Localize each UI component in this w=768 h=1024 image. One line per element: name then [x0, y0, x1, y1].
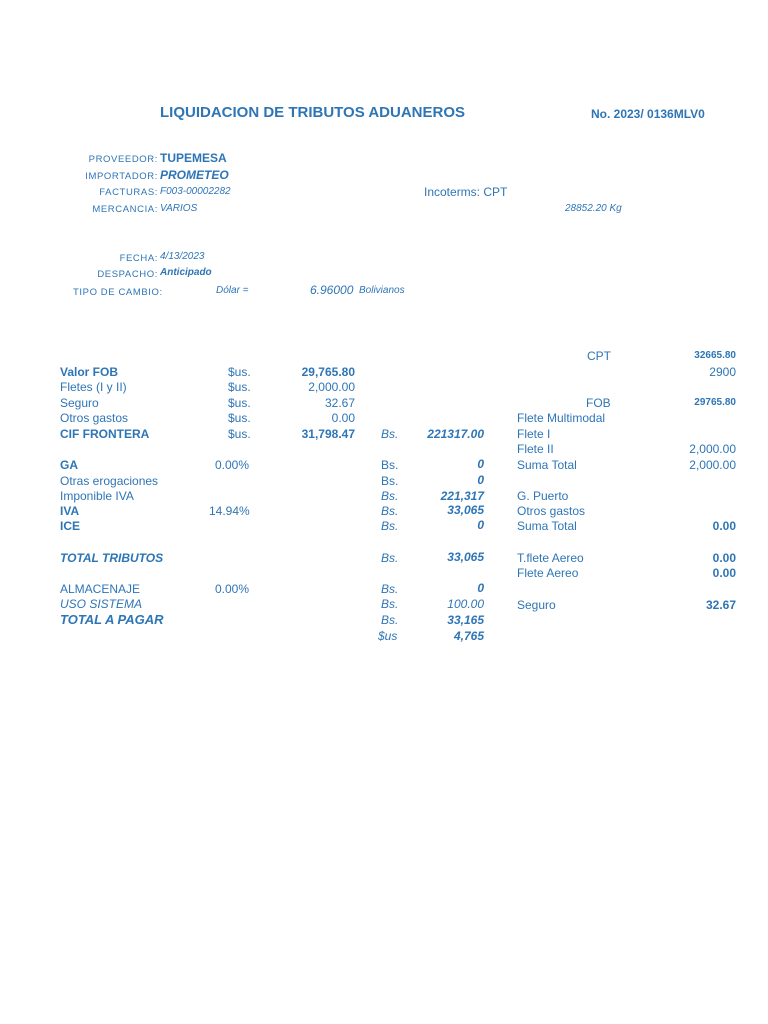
- importador-value: PROMETEO: [160, 168, 229, 182]
- tipo-cambio-value: 6.96000: [310, 283, 354, 297]
- cif-frontera-currency: $us.: [228, 427, 251, 441]
- g-puerto-label: G. Puerto: [517, 489, 569, 503]
- iva-percent: 14.94%: [209, 504, 250, 518]
- cif-frontera-bs-value: 221317.00: [427, 427, 484, 441]
- seguro-currency: $us.: [228, 396, 251, 410]
- despacho-value: Anticipado: [160, 267, 212, 278]
- fletes-currency: $us.: [228, 380, 251, 394]
- cif-frontera-label: CIF FRONTERA: [60, 427, 150, 441]
- total-tributos-label: TOTAL TRIBUTOS: [60, 551, 164, 565]
- total-a-pagar-value: 33,165: [447, 613, 484, 627]
- facturas-label: FACTURAS:: [99, 187, 158, 198]
- otras-erogaciones-currency: Bs.: [381, 474, 399, 488]
- dolar-label: Dólar =: [216, 285, 249, 296]
- cpt-extra-value: 2900: [709, 365, 736, 379]
- page-title: LIQUIDACION DE TRIBUTOS ADUANEROS: [160, 104, 466, 121]
- almacenaje-currency: Bs.: [381, 582, 399, 596]
- iva-label: IVA: [60, 504, 80, 518]
- suma-total-2-label: Suma Total: [517, 519, 577, 533]
- fob-value: 29765.80: [694, 397, 736, 408]
- ga-label: GA: [60, 458, 78, 472]
- ga-currency: Bs.: [381, 458, 399, 472]
- despacho-label: DESPACHO:: [97, 269, 158, 280]
- valor-fob-value: 29,765.80: [301, 365, 355, 379]
- ice-label: ICE: [60, 519, 81, 533]
- otros-gastos-label: Otros gastos: [60, 411, 129, 425]
- mercancia-label: MERCANCIA:: [92, 204, 158, 215]
- cpt-label: CPT: [587, 349, 611, 363]
- seguro-label: Seguro: [60, 396, 99, 410]
- otras-erogaciones-value: 0: [477, 473, 484, 487]
- imponible-iva-value: 221,317: [440, 489, 484, 503]
- fob-label: FOB: [586, 396, 611, 410]
- flete-ii-value: 2,000.00: [689, 442, 736, 456]
- incoterms: Incoterms: CPT: [424, 185, 508, 199]
- suma-total-value: 2,000.00: [689, 458, 736, 472]
- otros-gastos-currency: $us.: [228, 411, 251, 425]
- document-number: No. 2023/ 0136MLV0: [591, 107, 705, 121]
- flete-i-label: Flete I: [517, 427, 551, 441]
- fecha-label: FECHA:: [119, 253, 158, 264]
- ice-currency: Bs.: [381, 519, 399, 533]
- almacenaje-label: ALMACENAJE: [60, 582, 141, 596]
- flete-multimodal-label: Flete Multimodal: [517, 411, 606, 425]
- peso-total: 28852.20 Kg: [565, 203, 622, 214]
- facturas-value: F003-00002282: [160, 186, 231, 197]
- flete-aereo-label: Flete Aereo: [517, 566, 579, 580]
- otros-gastos-right-label: Otros gastos: [517, 504, 586, 518]
- otras-erogaciones-label: Otras erogaciones: [60, 474, 159, 488]
- uso-sistema-value: 100.00: [447, 597, 484, 611]
- ga-value: 0: [477, 457, 484, 471]
- imponible-iva-currency: Bs.: [381, 489, 399, 503]
- imponible-iva-label: Imponible IVA: [60, 489, 134, 503]
- iva-currency: Bs.: [381, 504, 399, 518]
- importador-label: IMPORTADOR:: [85, 171, 158, 182]
- seguro-right-value: 32.67: [705, 598, 736, 612]
- proveedor-label: PROVEEDOR:: [88, 154, 158, 165]
- t-flete-aereo-value: 0.00: [712, 551, 736, 565]
- ga-percent: 0.00%: [215, 458, 250, 472]
- mercancia-value: VARIOS: [160, 203, 198, 214]
- total-tributos-value: 33,065: [447, 550, 484, 564]
- proveedor-value: TUPEMESA: [160, 151, 227, 165]
- iva-value: 33,065: [447, 503, 484, 517]
- valor-fob-currency: $us.: [228, 365, 251, 379]
- suma-total-2-value: 0.00: [712, 519, 736, 533]
- fletes-label: Fletes (I y II): [60, 380, 127, 394]
- total-a-pagar-usd-value: 4,765: [453, 629, 484, 643]
- almacenaje-percent: 0.00%: [215, 582, 250, 596]
- cpt-value: 32665.80: [694, 350, 736, 361]
- almacenaje-value: 0: [477, 581, 484, 595]
- uso-sistema-currency: Bs.: [381, 597, 399, 611]
- cif-frontera-value: 31,798.47: [301, 427, 355, 441]
- total-a-pagar-currency: Bs.: [381, 613, 399, 627]
- valor-fob-label: Valor FOB: [60, 365, 119, 379]
- total-a-pagar-label: TOTAL A PAGAR: [60, 612, 164, 627]
- seguro-right-label: Seguro: [517, 598, 556, 612]
- tipo-cambio-label: TIPO DE CAMBIO:: [73, 287, 163, 298]
- seguro-value: 32.67: [324, 396, 355, 410]
- total-tributos-currency: Bs.: [381, 551, 399, 565]
- ice-value: 0: [477, 518, 484, 532]
- bolivianos-label: Bolivianos: [359, 285, 405, 296]
- flete-aereo-value: 0.00: [712, 566, 736, 580]
- otros-gastos-value: 0.00: [331, 411, 355, 425]
- fecha-value: 4/13/2023: [160, 251, 205, 262]
- flete-ii-label: Flete II: [517, 442, 554, 456]
- fletes-value: 2,000.00: [308, 380, 355, 394]
- t-flete-aereo-label: T.flete Aereo: [517, 551, 584, 565]
- uso-sistema-label: USO SISTEMA: [60, 597, 143, 611]
- cif-frontera-bs-currency: Bs.: [381, 427, 399, 441]
- total-a-pagar-usd-currency: $us: [378, 629, 398, 643]
- suma-total-label: Suma Total: [517, 458, 577, 472]
